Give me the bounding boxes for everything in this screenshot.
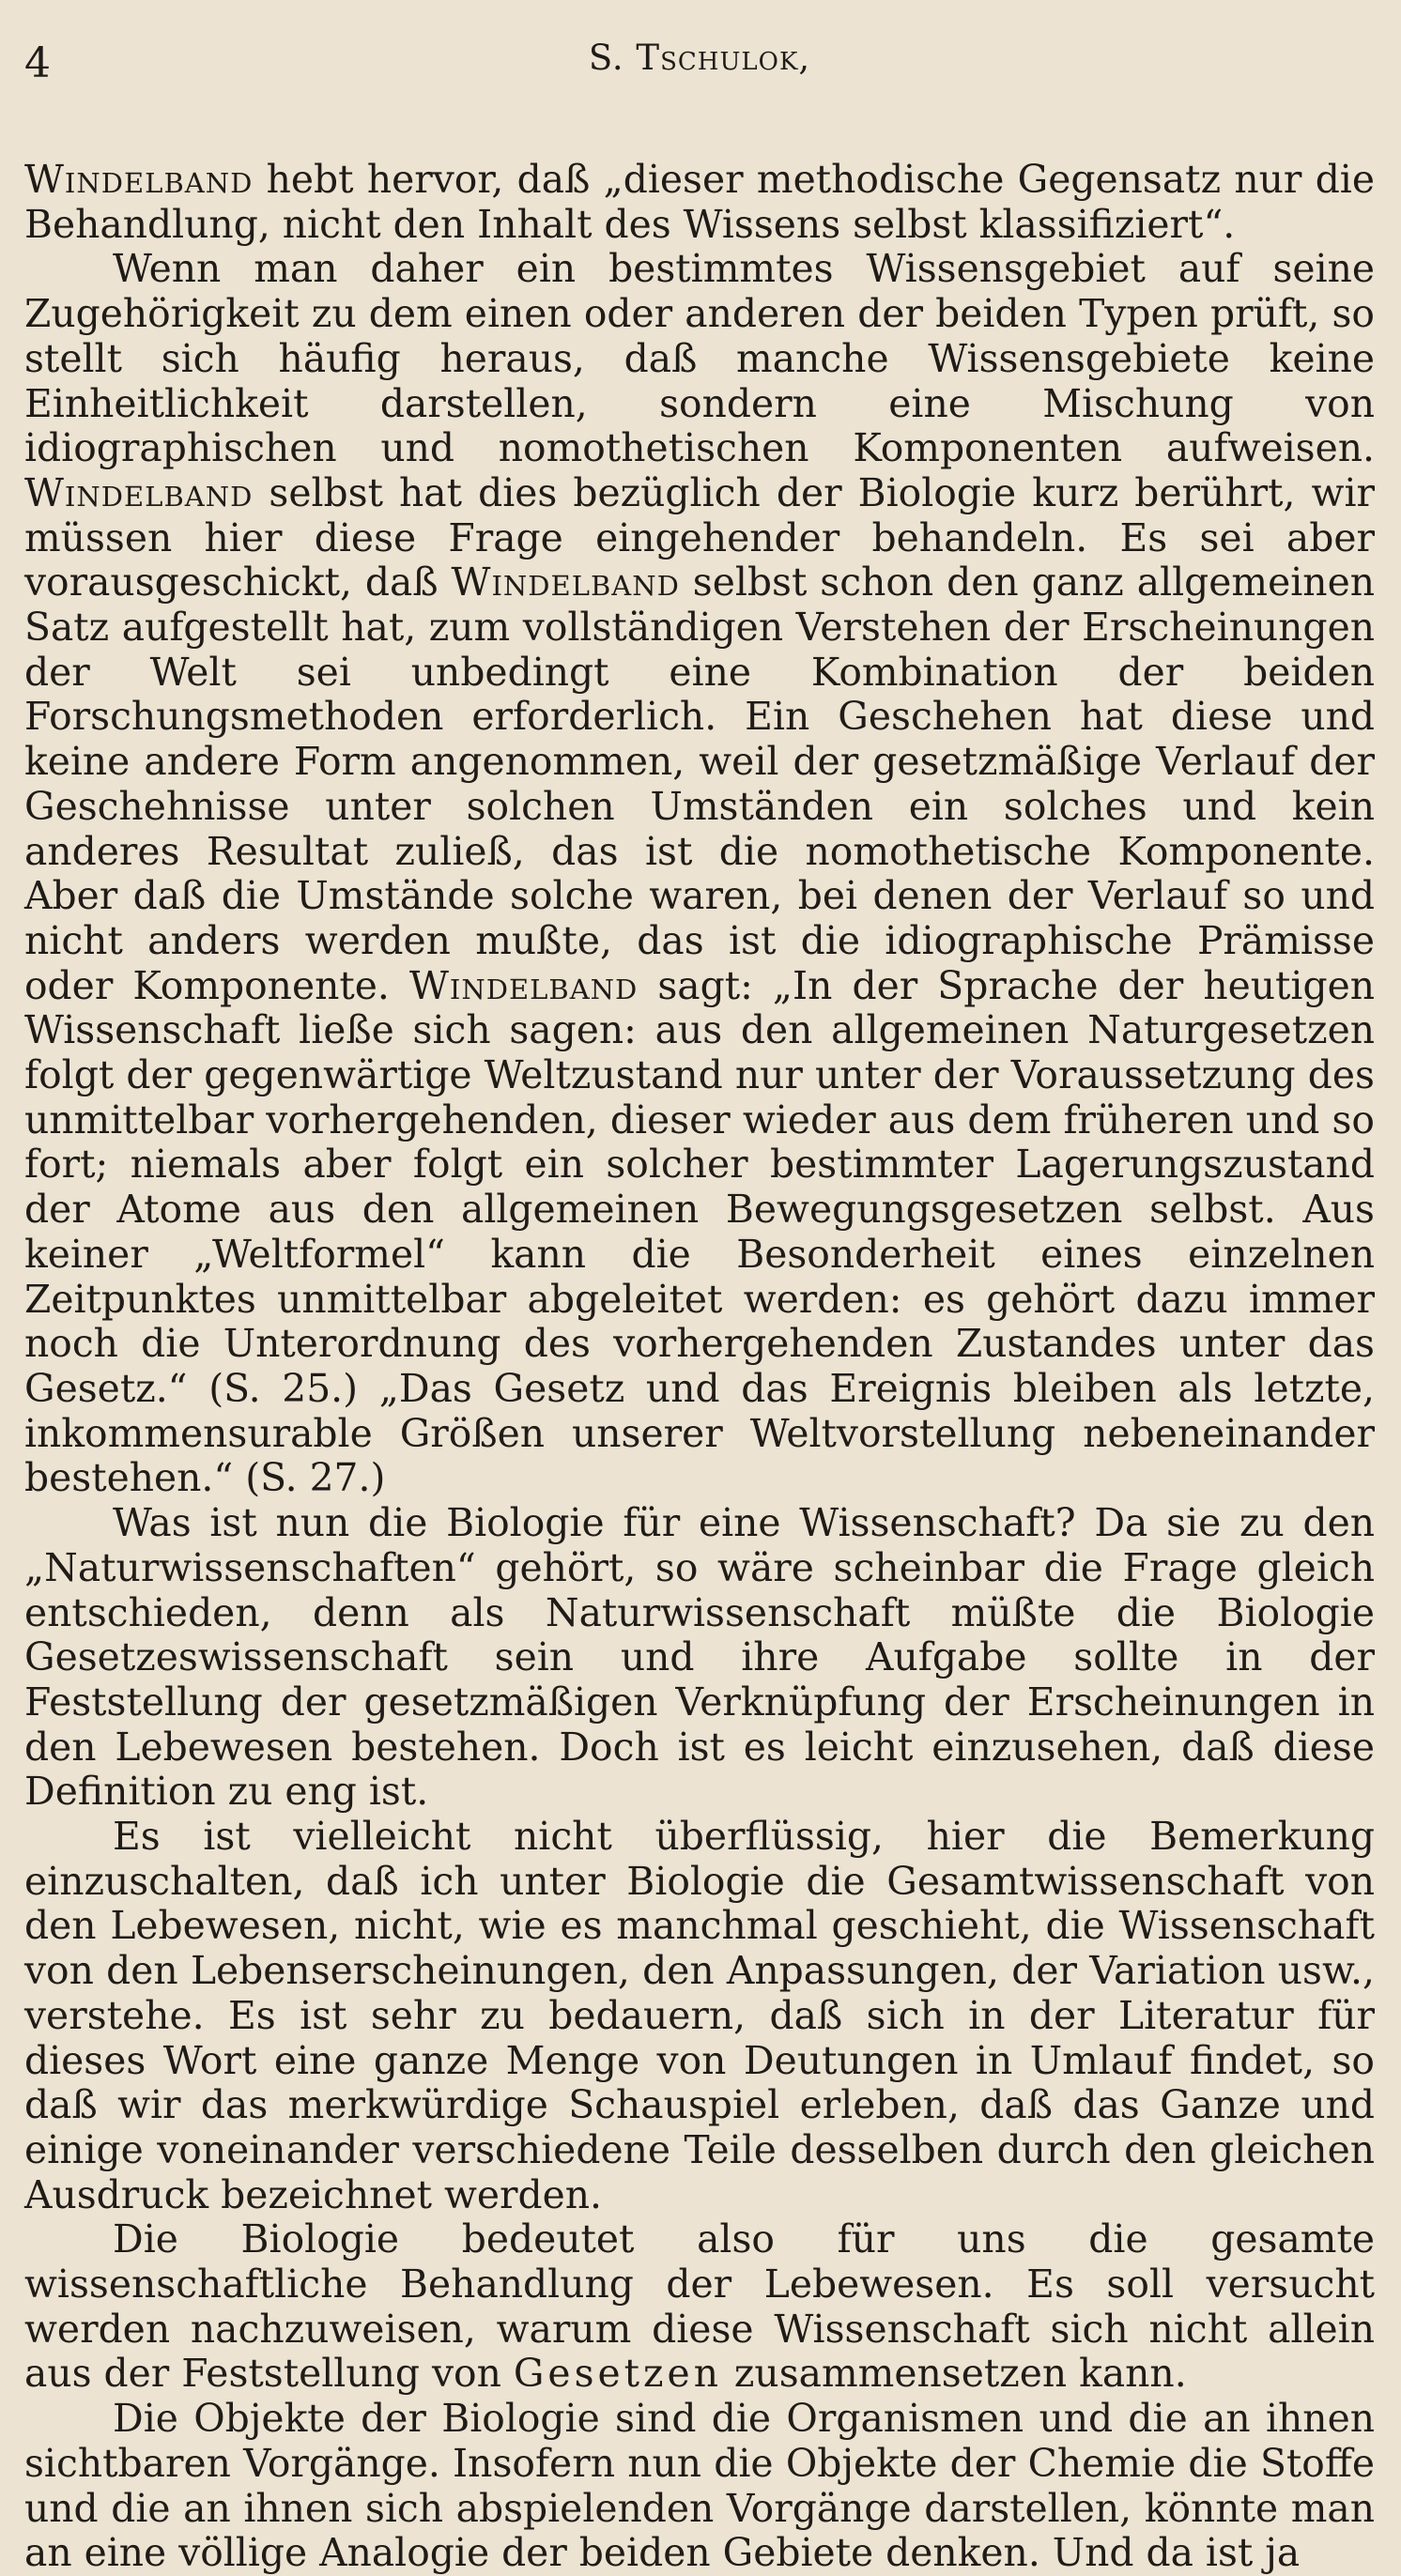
author-name: Windelband — [24, 469, 254, 515]
page-number: 4 — [24, 39, 51, 87]
page-header — [24, 30, 1375, 96]
body-text — [24, 158, 1375, 2576]
author-name: Windelband — [408, 962, 639, 1008]
paragraph — [24, 2217, 1375, 2397]
text-segment: zusammensetzen kann. — [721, 2351, 1187, 2397]
paragraph — [24, 158, 1375, 247]
author-name: Windelband — [451, 560, 680, 606]
text-segment: Es ist vielleicht nicht überflüssig, hier die Bemerkung einzuschalten, daß ich unter Biologie die Gesamtwissenschaft von den Lebewesen, nicht, wie es manchmal geschieht, die Wissenschaft von den Lebenserscheinungen, den Anpassungen, der Variation usw., verstehe. Es ist sehr zu bedauern, daß sich in der Literatur für dieses Wort eine ganze Menge von Deutungen in Umlauf findet, so daß wir das merkwürdige Schauspiel erleben, daß das Ganze und einige voneinander verschiedene Teile desselben durch den gleichen Ausdruck bezeichnet werden. — [24, 1814, 1375, 2217]
text-segment: hebt hervor, daß „dieser methodische Gegensatz nur die Behandlung, nicht den Inhalt des Wissens selbst klassifiziert“. — [24, 157, 1375, 247]
paragraph — [24, 1815, 1375, 2217]
text-segment: Die Biologie bedeutet also für uns die gesamte wissenschaftliche Behandlung der Lebewesen. Es soll versucht werden nachzuweisen, warum diese Wissenschaft sich nicht allein aus der Feststellung von — [24, 2216, 1375, 2397]
author-name: Windelband — [24, 157, 254, 202]
emphasized-text: Gesetzen — [513, 2351, 722, 2397]
paragraph — [24, 247, 1375, 1501]
text-segment: selbst schon den ganz allgemeinen Satz aufgestellt hat, zum vollständigen Verstehen der Erscheinungen der Welt sei unbedingt eine Kombination der beiden Forschungsmethoden erforderlich. Ein Geschehen hat diese und keine andere Form angenommen, weil der gesetzmäßige Verlauf der Geschehnisse unter solchen Umständen ein solches und kein anderes Resultat zuließ, das ist die nomothetische Komponente. Aber daß die Umstände solche waren, bei denen der Verlauf so und nicht anders werden mußte, das ist die idiographische Prämisse oder Komponente. — [24, 560, 1375, 1008]
text-segment: sagt: „In der Sprache der heutigen Wissenschaft ließe sich sagen: aus den allgemeinen Naturgesetzen folgt der gegenwärtige Weltzustand nur unter der Voraussetzung des unmittelbar vorhergehenden, dieser wieder aus dem früheren und so fort; niemals aber folgt ein solcher bestimmter Lagerungszustand der Atome aus den allgemeinen Bewegungsgesetzen selbst. Aus keiner „Weltformel“ kann die Besonderheit eines einzelnen Zeitpunktes unmittelbar abgeleitet werden: es gehört dazu immer noch die Unterordnung des vorhergehenden Zustandes unter das Gesetz.“ (S. 25.) „Das Gesetz und das Ereignis bleiben als letzte, inkommensurable Größen unserer Weltvorstellung nebeneinander bestehen.“ (S. 27.) — [24, 962, 1376, 1501]
running-title: S. Tschulok, — [588, 38, 811, 78]
paragraph — [24, 2397, 1375, 2576]
text-segment: Wenn man daher ein bestimmtes Wissensgebiet auf seine Zugehörigkeit zu dem einen oder anderen der beiden Typen prüft, so stellt sich häufig heraus, daß manche Wissensgebiete keine Einheitlichkeit darstellen, sondern eine Mischung von idiographischen und nomothetischen Komponenten aufweisen. — [24, 246, 1375, 471]
paragraph — [24, 1501, 1375, 1815]
text-segment: Was ist nun die Biologie für eine Wissenschaft? Da sie zu den „Naturwissenschaften“ gehört, so wäre scheinbar die Frage gleich entschieden, denn als Naturwissenschaft müßte die Biologie Gesetzeswissenschaft sein und ihre Aufgabe sollte in der Feststellung der gesetzmäßigen Verknüpfung der Erscheinungen in den Lebewesen bestehen. Doch ist es leicht einzusehen, daß diese Definition zu eng ist. — [24, 1500, 1375, 1815]
text-segment: Die Objekte der Biologie sind die Organismen und die an ihnen sichtbaren Vorgänge. Insofern nun die Objekte der Chemie die Stoffe und die an ihnen sich abspielenden Vorgänge darstellen, könnte man an eine völlige Analogie der beiden Gebiete denken. Und da ist ja — [24, 2396, 1375, 2576]
text-segment: selbst hat dies bezüglich der Biologie kurz berührt, wir müssen hier diese Frage eingehender behandeln. Es sei aber vorausgeschickt, daß — [24, 469, 1375, 606]
